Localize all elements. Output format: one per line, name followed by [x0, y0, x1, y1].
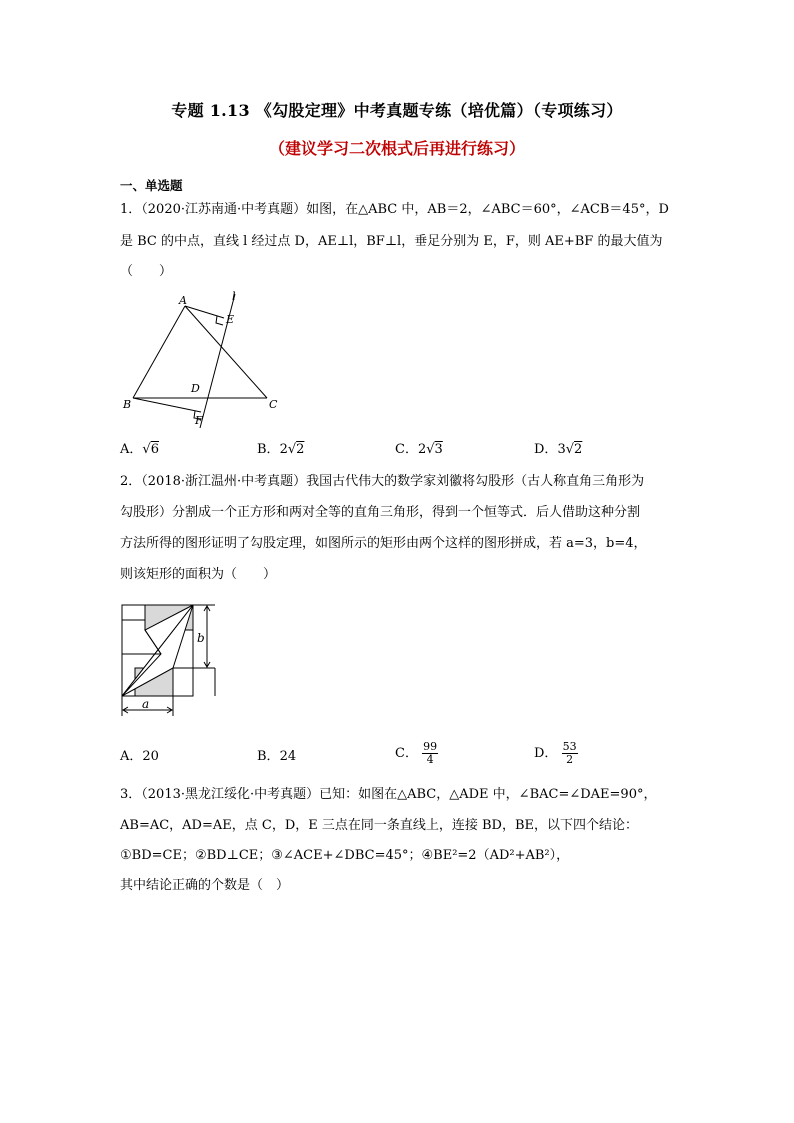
q1-option-a[interactable]: [120, 440, 159, 460]
q1-option-b[interactable]: [257, 440, 304, 460]
q2-rectangle-figure: [115, 598, 225, 723]
q1-label-l: l: [232, 290, 236, 303]
q2-option-b-value: 24: [279, 749, 297, 764]
section-heading: 一、单选题: [120, 178, 183, 193]
q2-option-d-numerator: 53: [562, 740, 577, 753]
q2-label-a: a: [142, 697, 150, 711]
q1-option-d-label: D．: [534, 442, 558, 457]
sqrt-icon: √: [426, 442, 435, 457]
q3-text-line-1: 3．（2013·黑龙江绥化·中考真题）已知：如图在△ABC，△ADE 中，∠BAC=∠DAE=90°，: [120, 787, 657, 802]
q1-label-c: C: [269, 398, 278, 411]
q2-text-line-4: 则该矩形的面积为（ ）: [120, 567, 277, 582]
q1-label-b: B: [123, 398, 132, 411]
q1-option-d[interactable]: [534, 440, 582, 460]
q1-text-line-1: 1．（2020·江苏南通·中考真题）如图，在△ABC 中，AB＝2，∠ABC＝60°，∠ACB＝45°，D: [120, 202, 669, 217]
q1-option-c-radicand: 3: [434, 442, 443, 457]
q2-label-b: b: [197, 631, 205, 645]
q1-segment-ab: [133, 306, 185, 398]
sqrt-icon: √: [565, 442, 575, 457]
q1-option-d-coef: 3: [557, 442, 566, 457]
q1-option-c-coef: 2: [417, 442, 427, 457]
q1-option-b-label: B．: [257, 442, 280, 457]
q2-option-c-fraction: [422, 741, 438, 766]
q2-text-line-3: 方法所得的图形证明了勾股定理，如图所示的矩形由两个这样的图形拼成，若 a=3，b=4，: [120, 536, 647, 551]
q2-option-d-denominator: 2: [566, 753, 574, 766]
q2-option-c[interactable]: [395, 741, 438, 766]
q2-option-a-label: A．: [120, 749, 143, 764]
q2-option-d-label: D．: [534, 746, 558, 761]
q3-text-line-4: 其中结论正确的个数是（ ）: [120, 878, 290, 893]
q1-option-a-label: A．: [120, 442, 143, 457]
q1-text-line-2: 是 BC 的中点，直线 l 经过点 D，AE⊥l，BF⊥l，垂足分别为 E，F，则 AE+BF 的最大值为: [120, 234, 663, 249]
page-subtitle: （建议学习二次根式后再进行练习）: [268, 139, 525, 158]
q1-option-c-label: C．: [395, 442, 418, 457]
q1-option-c[interactable]: [395, 440, 443, 460]
q1-option-a-radicand: 6: [150, 442, 159, 457]
q1-label-f: F: [195, 414, 203, 427]
sqrt-icon: √: [142, 442, 151, 457]
q3-text-line-2: AB=AC，AD=AE，点 C，D，E 三点在同一条直线上，连接 BD，BE，以下四个结论：: [120, 818, 639, 833]
q1-option-b-coef: 2: [279, 442, 288, 457]
q2-option-c-numerator: 99: [423, 740, 438, 753]
q2-option-a-value: 20: [142, 749, 159, 764]
q1-label-a: A: [179, 294, 187, 307]
q2-option-c-label: C．: [395, 746, 418, 761]
q1-triangle-figure: [115, 288, 285, 438]
q2-text-line-1: 2．（2018·浙江温州·中考真题）我国古代伟大的数学家刘徽将勾股形（古人称直角三角形为: [120, 474, 645, 489]
q2-option-d[interactable]: [534, 741, 578, 766]
q2-option-d-fraction: [562, 741, 578, 766]
q1-option-d-radicand: 2: [574, 442, 583, 457]
q1-text-line-3: （ ）: [120, 264, 173, 279]
q2-option-b-label: B．: [257, 749, 280, 764]
q1-label-e: E: [226, 313, 235, 326]
q2-option-c-denominator: 4: [426, 753, 434, 766]
q1-option-b-radicand: 2: [296, 442, 305, 457]
q1-label-d: D: [191, 382, 200, 395]
sqrt-icon: √: [287, 442, 297, 457]
q2-option-b[interactable]: [257, 747, 296, 767]
q1-segment-bf: [133, 398, 201, 412]
q2-text-line-2: 勾股形）分割成一个正方形和两对全等的直角三角形，得到一个恒等式．后人借助这种分割: [120, 505, 641, 520]
q2-option-a[interactable]: [120, 747, 159, 767]
page-title: 专题 1.13 《勾股定理》中考真题专练（培优篇）（专项练习）: [171, 101, 623, 120]
q3-text-line-3: ①BD=CE；②BD⊥CE；③∠ACE+∠DBC=45°；④BE²=2（AD²+AB²），: [120, 848, 570, 863]
